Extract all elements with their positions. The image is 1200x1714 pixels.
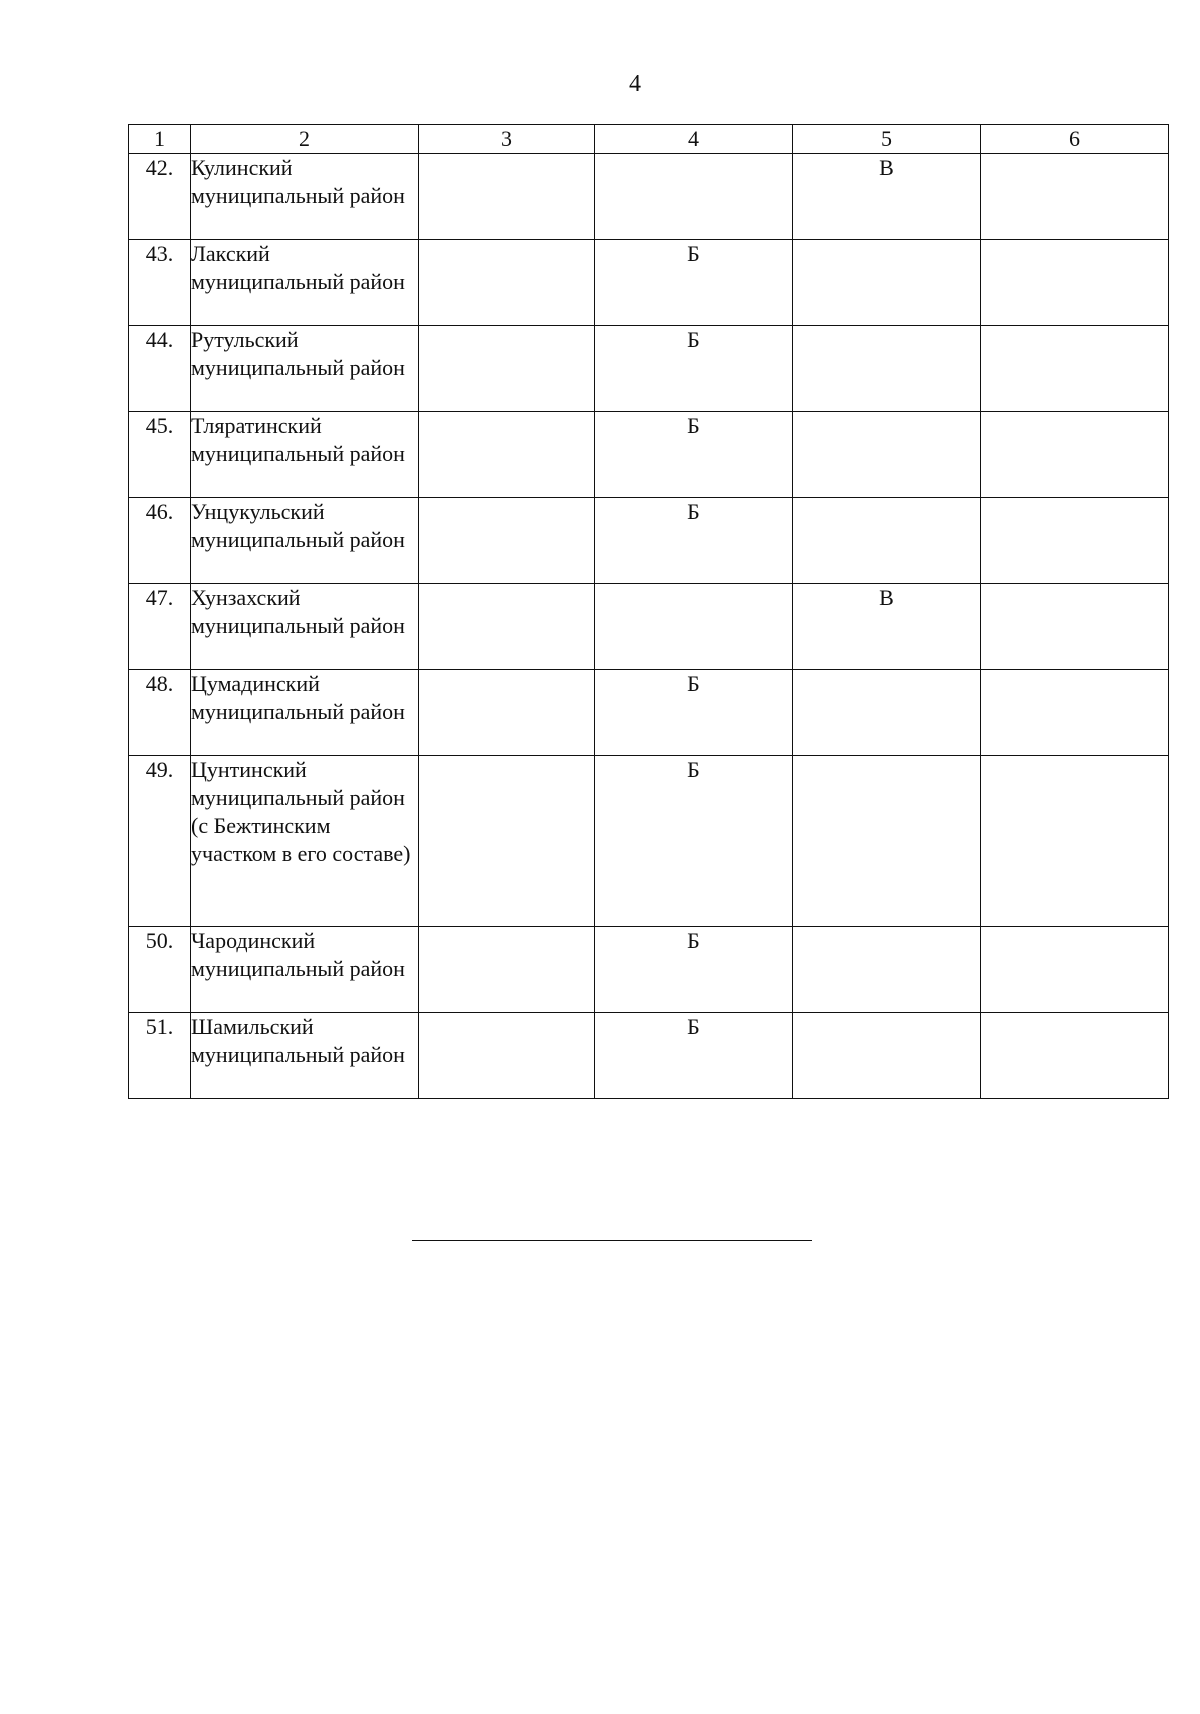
table-row — [129, 584, 1169, 670]
region-table-container — [128, 124, 1168, 1099]
cell-col5 — [793, 756, 981, 927]
column-header-6: 6 — [981, 125, 1169, 154]
region-name: Кулинский муниципальный район — [191, 154, 419, 240]
cell-col3 — [419, 326, 595, 412]
cell-col3 — [419, 498, 595, 584]
cell-col3 — [419, 412, 595, 498]
cell-col6 — [981, 412, 1169, 498]
cell-col3 — [419, 584, 595, 670]
table-row — [129, 498, 1169, 584]
table-row — [129, 412, 1169, 498]
cell-col6 — [981, 154, 1169, 240]
region-name: Рутульский муниципальный район — [191, 326, 419, 412]
cell-col5: В — [793, 584, 981, 670]
cell-col5 — [793, 498, 981, 584]
cell-col5 — [793, 326, 981, 412]
region-name: Лакский муниципальный район — [191, 240, 419, 326]
column-header-4: 4 — [595, 125, 793, 154]
table-row — [129, 670, 1169, 756]
cell-col6 — [981, 756, 1169, 927]
footer-separator-line — [412, 1240, 812, 1241]
row-number: 43. — [129, 240, 191, 326]
cell-col3 — [419, 927, 595, 1013]
table-row — [129, 756, 1169, 927]
row-number: 48. — [129, 670, 191, 756]
cell-col5: В — [793, 154, 981, 240]
cell-col6 — [981, 927, 1169, 1013]
table-row — [129, 154, 1169, 240]
row-number: 42. — [129, 154, 191, 240]
cell-col5 — [793, 927, 981, 1013]
cell-col4: Б — [595, 756, 793, 927]
cell-col4: Б — [595, 326, 793, 412]
cell-col4 — [595, 584, 793, 670]
cell-col4: Б — [595, 412, 793, 498]
region-name: Унцукульский муниципальный район — [191, 498, 419, 584]
table-row — [129, 1013, 1169, 1099]
row-number: 50. — [129, 927, 191, 1013]
region-name: Цумадинский муниципальный район — [191, 670, 419, 756]
region-table — [128, 124, 1169, 1099]
cell-col4: Б — [595, 498, 793, 584]
region-name: Шамильский муниципальный район — [191, 1013, 419, 1099]
cell-col3 — [419, 240, 595, 326]
cell-col5 — [793, 240, 981, 326]
region-name: Чародинский муниципальный район — [191, 927, 419, 1013]
table-row — [129, 927, 1169, 1013]
row-number: 51. — [129, 1013, 191, 1099]
cell-col4 — [595, 154, 793, 240]
column-header-1: 1 — [129, 125, 191, 154]
row-number: 45. — [129, 412, 191, 498]
cell-col6 — [981, 584, 1169, 670]
cell-col6 — [981, 498, 1169, 584]
table-row — [129, 326, 1169, 412]
cell-col4: Б — [595, 927, 793, 1013]
cell-col6 — [981, 1013, 1169, 1099]
column-header-3: 3 — [419, 125, 595, 154]
cell-col4: Б — [595, 670, 793, 756]
table-row — [129, 240, 1169, 326]
cell-col3 — [419, 670, 595, 756]
row-number: 49. — [129, 756, 191, 927]
cell-col6 — [981, 240, 1169, 326]
cell-col3 — [419, 756, 595, 927]
column-header-2: 2 — [191, 125, 419, 154]
column-header-5: 5 — [793, 125, 981, 154]
cell-col4: Б — [595, 1013, 793, 1099]
region-name: Цунтинский муниципальный район (с Бежтинским участком в его составе) — [191, 756, 419, 927]
page-number: 4 — [629, 71, 641, 97]
cell-col5 — [793, 412, 981, 498]
cell-col5 — [793, 1013, 981, 1099]
cell-col4: Б — [595, 240, 793, 326]
row-number: 46. — [129, 498, 191, 584]
cell-col3 — [419, 154, 595, 240]
row-number: 44. — [129, 326, 191, 412]
cell-col6 — [981, 670, 1169, 756]
cell-col5 — [793, 670, 981, 756]
table-header-row — [129, 125, 1169, 154]
cell-col6 — [981, 326, 1169, 412]
cell-col3 — [419, 1013, 595, 1099]
row-number: 47. — [129, 584, 191, 670]
region-name: Хунзахский муниципальный район — [191, 584, 419, 670]
region-name: Тляратинский муниципальный район — [191, 412, 419, 498]
